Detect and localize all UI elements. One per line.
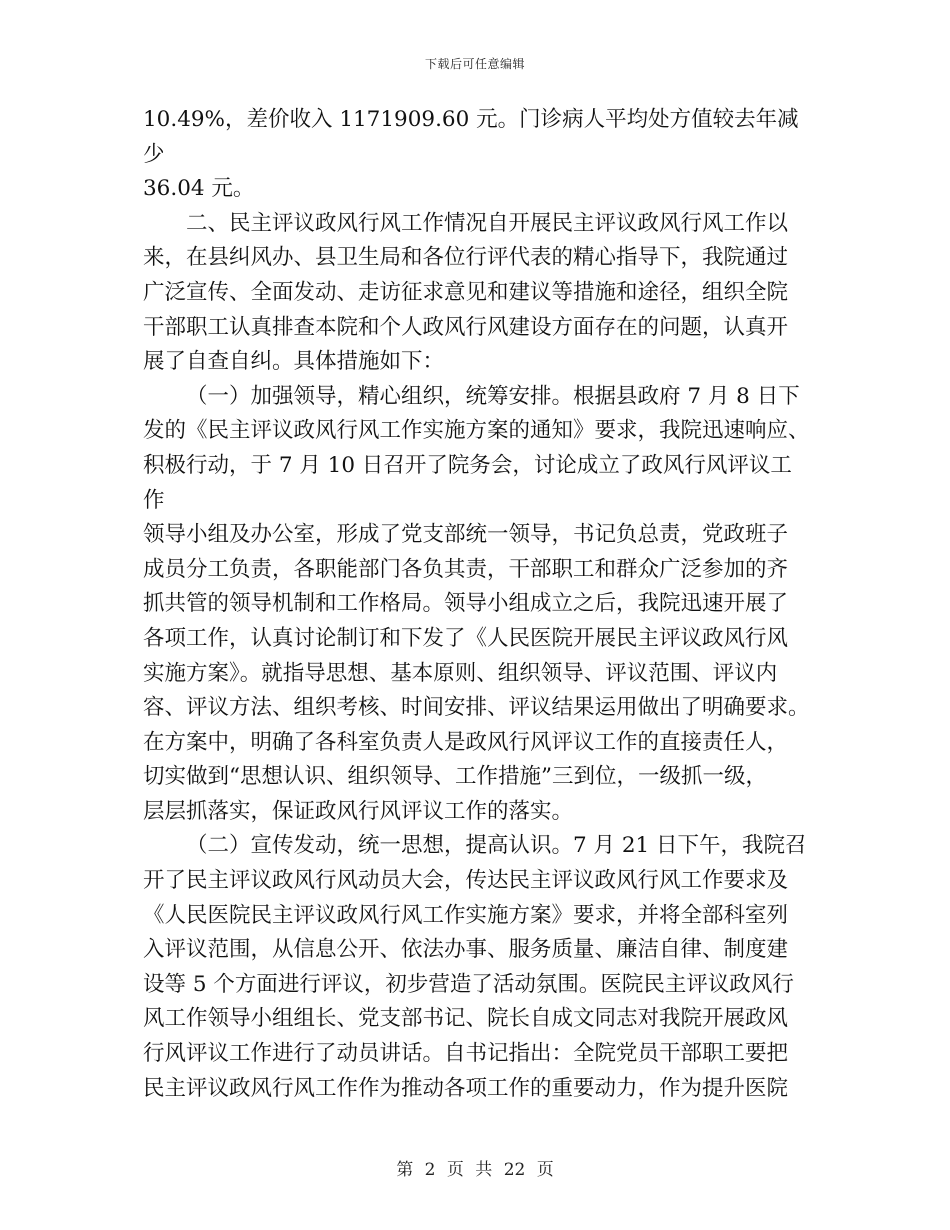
text-line: 《人民医院民主评议政风行风工作实施方案》要求，并将全部科室列 <box>143 902 789 928</box>
text-line: 设等 5 个方面进行评议，初步营造了活动氛围。医院民主评议政风行 <box>143 971 794 997</box>
text-line: 成员分工负责，各职能部门各负其责，干部职工和群众广泛参加的齐 <box>143 556 789 582</box>
page-footer: 第 2 页 共 22 页 <box>396 1160 554 1180</box>
text-line: 广泛宣传、全面发动、走访征求意见和建议等措施和途径，组织全院 <box>143 279 789 305</box>
document-body <box>143 103 810 1106</box>
text-line: 实施方案》。就指导思想、基本原则、组织领导、评议范围、评议内 <box>143 660 778 686</box>
page-header: 下载后可任意编辑 <box>424 57 525 71</box>
text-line: 10.49%，差价收入 1171909.60 元。门诊病人平均处方值较去年减少 <box>143 107 799 167</box>
text-line: 领导小组及办公室，形成了党支部统一领导，书记负总责，党政班子 <box>143 522 789 548</box>
text-line: （二）宣传发动，统一思想，提高认识。7 月 21 日下午，我院召 <box>186 833 807 859</box>
text-line: （一）加强领导，精心组织，统筹安排。根据县政府 7 月 8 日下 <box>186 383 800 409</box>
text-line: 各项工作，认真讨论制订和下发了《人民医院开展民主评议政风行风 <box>143 625 789 651</box>
text-line: 二、民主评议政风行风工作情况自开展民主评议政风行风工作以 <box>186 210 789 236</box>
text-line: 容、评议方法、组织考核、时间安排、评议结果运用做出了明确要求。 <box>143 695 810 721</box>
paragraph <box>143 103 810 207</box>
text-line: 干部职工认真排查本院和个人政风行风建设方面存在的问题，认真开 <box>143 314 789 340</box>
paragraph <box>143 380 810 830</box>
text-line: 开了民主评议政风行风动员大会，传达民主评议政风行风工作要求及 <box>143 868 789 894</box>
text-line: 来，在县纠风办、县卫生局和各位行评代表的精心指导下，我院通过 <box>143 245 789 271</box>
text-line: 民主评议政风行风工作作为推动各项工作的重要动力，作为提升医院 <box>143 1075 789 1101</box>
text-line: 展了自查自纠。具体措施如下： <box>143 349 445 375</box>
text-line: 风工作领导小组组长、党支部书记、院长自成文同志对我院开展政风 <box>143 1006 789 1032</box>
text-line: 行风评议工作进行了动员讲话。自书记指出：全院党员干部职工要把 <box>143 1041 789 1067</box>
text-line: 发的《民主评议政风行风工作实施方案的通知》要求，我院迅速响应、 <box>143 418 810 444</box>
text-line: 积极行动，于 7 月 10 日召开了院务会，讨论成立了政风行风评议工作 <box>143 452 792 513</box>
text-line: 入评议范围，从信息公开、依法办事、服务质量、廉洁自律、制度建 <box>143 937 789 963</box>
text-line: 抓共管的领导机制和工作格局。领导小组成立之后，我院迅速开展了 <box>143 591 789 617</box>
text-line: 层层抓落实，保证政风行风评议工作的落实。 <box>143 798 574 824</box>
paragraph <box>143 829 810 1106</box>
text-line: 切实做到“思想认识、组织领导、工作措施”三到位，一级抓一级， <box>143 764 767 790</box>
paragraph <box>143 207 810 380</box>
text-line: 在方案中，明确了各科室负责人是政风行风评议工作的直接责任人， <box>143 729 789 755</box>
text-line: 36.04 元。 <box>143 176 255 202</box>
